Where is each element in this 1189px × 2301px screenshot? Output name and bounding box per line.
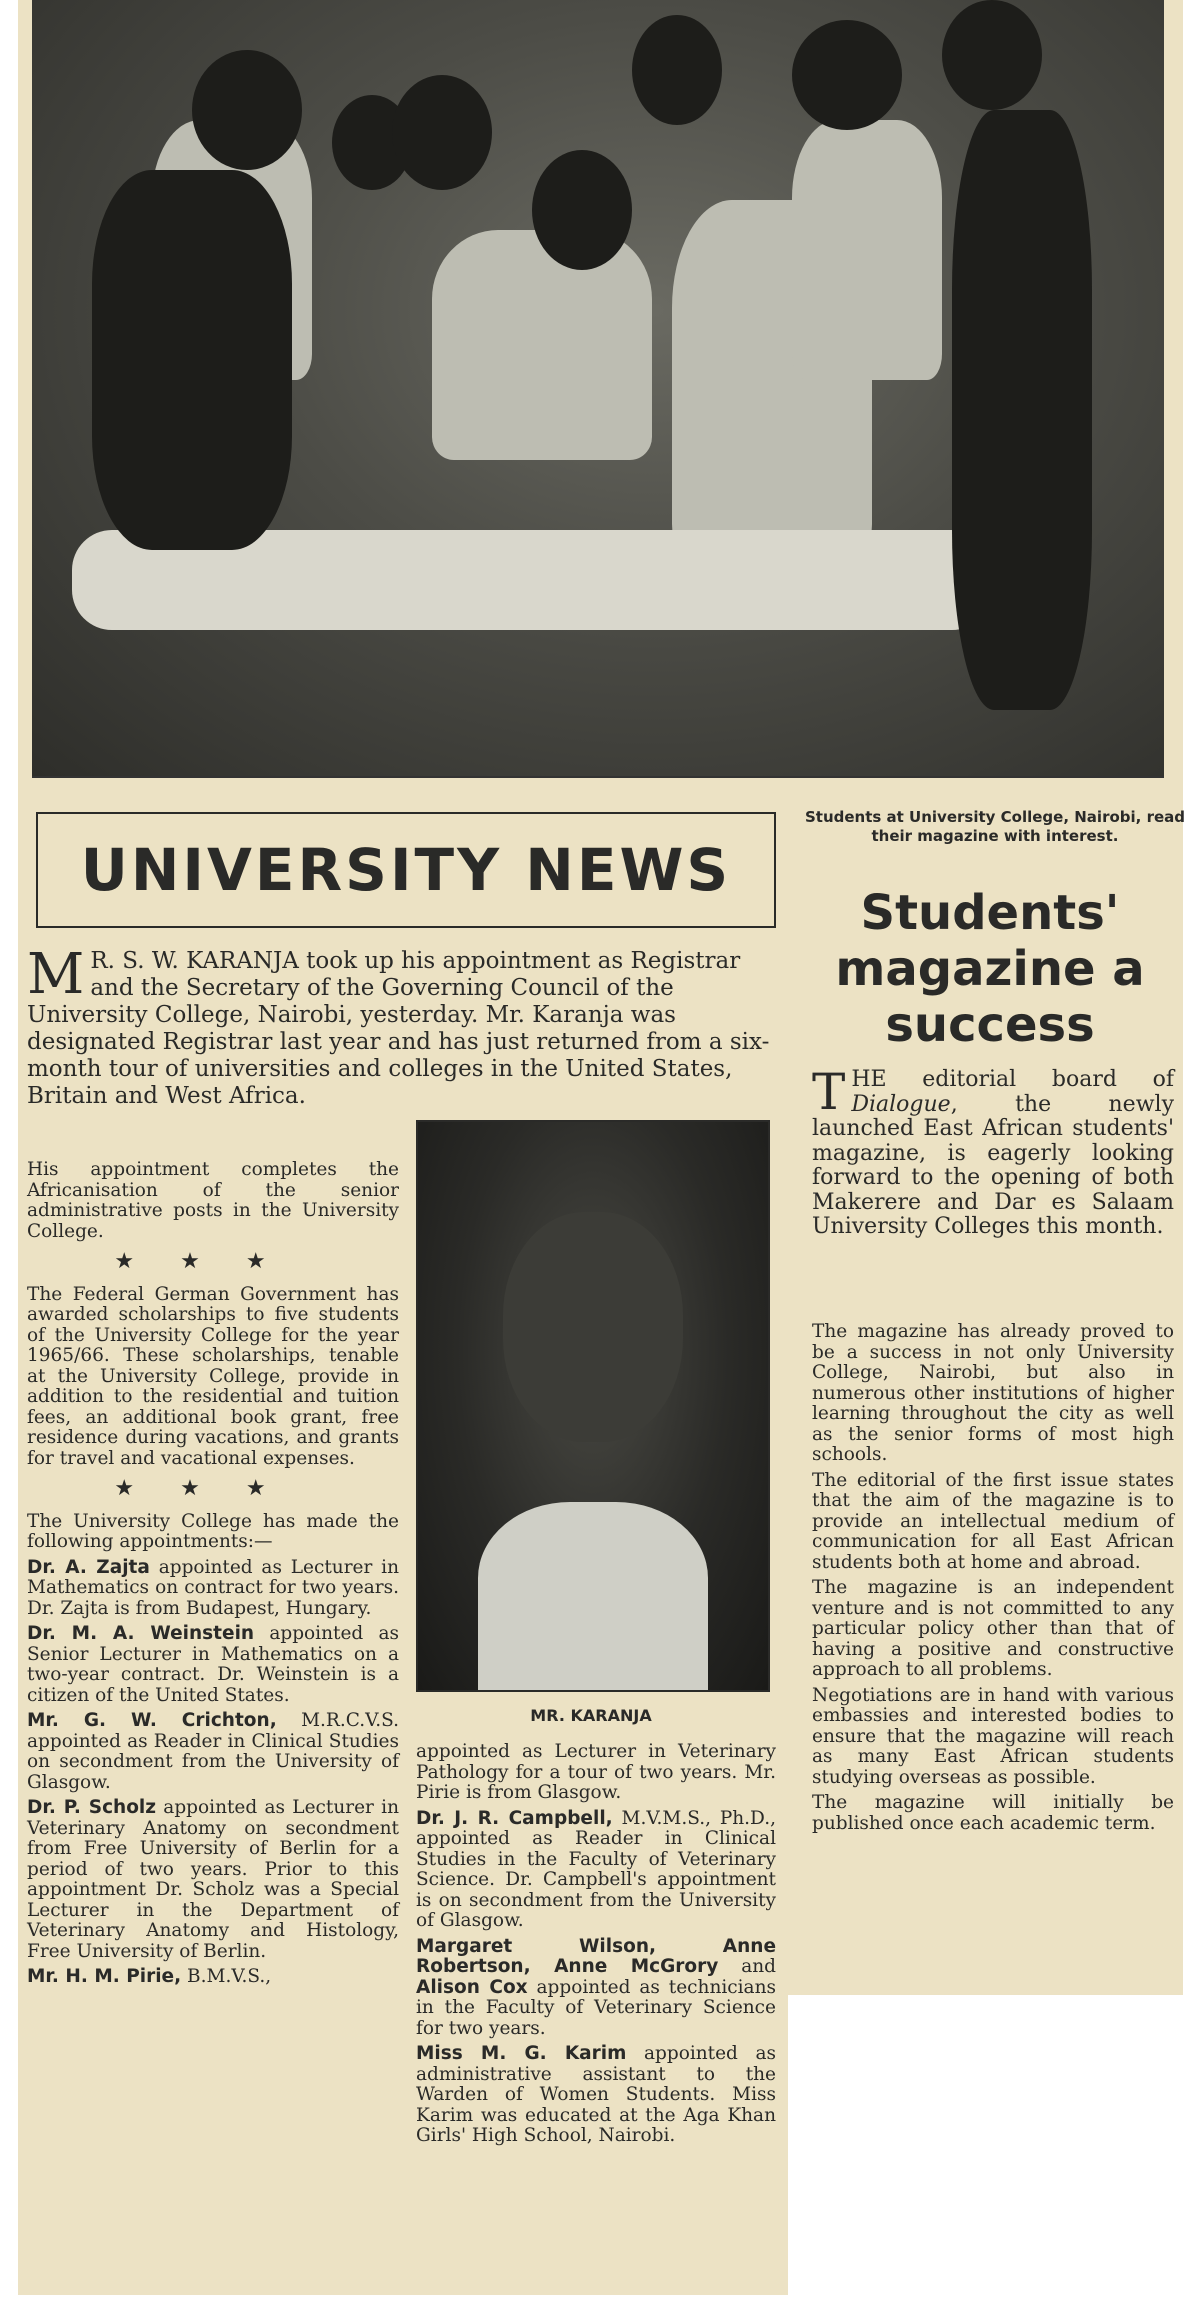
appointment-item (27, 1967, 399, 1988)
side-drop-cap: T (812, 1063, 846, 1121)
portrait-caption: MR. KARANJA (530, 1706, 652, 1725)
masthead-title: UNIVERSITY NEWS (80, 836, 732, 904)
group-photo (32, 0, 1164, 778)
appointment-text: M.V.M.S., Ph.D., appointed as Reader in Clinical Studies in the Faculty of Veterinary Science. Dr. Campbell's appointment is on secondment from the University of Glasgow. (416, 1807, 776, 1931)
portrait-photo (416, 1120, 770, 1692)
side-headline: Students' magazine a success (835, 885, 1145, 1053)
magazine-title: Dialogue (851, 1091, 951, 1117)
appointment-text: appointed as Lecturer in Veterinary Anatomy on secondment from Free University of Berlin for a period of two years. Prior to this appointment Dr. Scholz was a Special Lecturer in the Department of Veterinary Anatomy and Histology, Free University of Berlin. (27, 1797, 399, 1962)
photo-caption: Students at University College, Nairobi, read their magazine with interest. (804, 808, 1186, 845)
appointment-item (416, 1937, 776, 2040)
star-divider: ★★★ (114, 1476, 312, 1501)
appointment-text: appointed as Lecturer in Mathematics on contract for two years. Dr. Zajta is from Budapest, Hungary. (27, 1556, 399, 1619)
left-column (27, 1160, 399, 1993)
appointee-name: Alison Cox (416, 1976, 528, 1998)
star-divider: ★★★ (114, 1249, 312, 1274)
lead-drop-cap: M (27, 942, 85, 1007)
appointee-name: Mr. G. W. Crichton, (27, 1710, 277, 1731)
paragraph: The University College has made the following appointments:— (27, 1510, 399, 1552)
appointment-text: appointed as administrative assistant to the Warden of Women Students. Miss Karim was educated at the Aga Khan Girls' High School, Nairobi. (416, 2043, 776, 2146)
paragraph: The magazine has already proved to be a success in not only University College, Nairobi, but also in numerous other institutions of higher learning throughout the city as well as the senior forms of most high schools. (812, 1321, 1174, 1465)
appointment-item (27, 1558, 399, 1620)
appointment-item (27, 1798, 399, 1962)
appointment-item (416, 2044, 776, 2147)
middle-column (416, 1742, 776, 2152)
appointee-name: Dr. M. A. Weinstein (27, 1623, 255, 1644)
paragraph: The magazine is an independent venture and is not committed to any particular policy other than that of having a positive and constructive approach to all problems. (812, 1577, 1174, 1680)
appointee-name: Mr. H. M. Pirie, (27, 1966, 182, 1987)
paragraph: The editorial of the first issue states that the aim of the magazine is to provide an intellectual medium of communication for all East African students both at home and abroad. (812, 1469, 1174, 1573)
appointee-name: Miss M. G. Karim (416, 2043, 627, 2064)
side-story-body (812, 1322, 1174, 1839)
appointee-name: Dr. A. Zajta (27, 1556, 150, 1578)
appointee-name: Dr. P. Scholz (27, 1797, 157, 1818)
paragraph: Negotiations are in hand with various embassies and interested bodies to ensure that the magazine will reach as many East African students studying overseas as possible. (812, 1684, 1174, 1788)
appointee-name: Dr. J. R. Campbell, (416, 1807, 613, 1829)
appointment-item (27, 1711, 399, 1793)
lead-paragraph (27, 942, 779, 1110)
paragraph: His appointment completes the Africanisation of the senior administrative posts in the University College. (27, 1159, 399, 1242)
lead-text: R. S. W. KARANJA took up his appointment as Registrar and the Secretary of the Governing Council of the University College, Nairobi, yesterday. Mr. Karanja was designated Registrar last year and has just returned from a six-month tour of universities and colleges in the United States, Britain and West Africa. (27, 948, 770, 1109)
side-story-lead (812, 1063, 1174, 1240)
appointment-text: B.M.V.S., (181, 1966, 272, 1987)
appointment-text: appointed as Senior Lecturer in Mathematics on a two-year contract. Dr. Weinstein is a citizen of the United States. (27, 1623, 399, 1706)
paragraph: The magazine will initially be published once each academic term. (812, 1792, 1174, 1834)
appointment-item (27, 1624, 399, 1706)
lead-text: , the newly launched East African students' magazine, is eagerly looking forward to the opening of both Makerere and Dar es Salaam University Colleges this month. (812, 1091, 1174, 1239)
appointment-text: M.R.C.V.S. appointed as Reader in Clinical Studies on secondment from the University of Glasgow. (27, 1710, 399, 1793)
appointment-text: and (718, 1956, 777, 1977)
paragraph: appointed as Lecturer in Veterinary Pathology for a tour of two years. Mr. Pirie is from Glasgow. (416, 1741, 776, 1803)
appointee-name: Margaret Wilson, Anne Robertson, Anne McGrory (416, 1935, 776, 1977)
appointment-text: appointed as technicians in the Faculty of Veterinary Science for two years. (416, 1976, 776, 2039)
appointment-item (416, 1809, 776, 1932)
lead-text: HE editorial board of (851, 1067, 1174, 1092)
paragraph: The Federal German Government has awarded scholarships to five students of the University College for the year 1965/66. These scholarships, tenable at the University College, provide in addition to the residential and tuition fees, an additional book grant, free residence during vacations, and grants for travel and vacational expenses. (27, 1283, 399, 1469)
section-masthead (36, 812, 776, 928)
